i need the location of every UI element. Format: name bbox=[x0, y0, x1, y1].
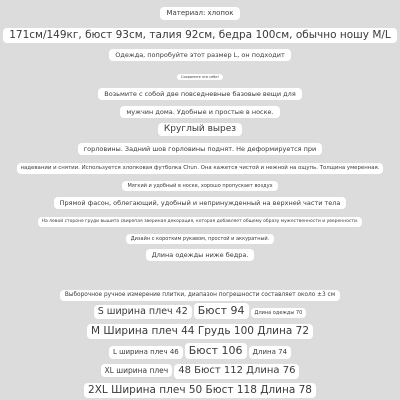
description-line-3: горловины. Задний шов горловины поднят. Не деформируется при bbox=[78, 143, 323, 155]
size-row-s-bust: Бюст 94 bbox=[194, 303, 249, 319]
size-row-s-shoulder: S ширина плеч 42 bbox=[94, 305, 192, 319]
length-text: Длина одежды ниже бедра. bbox=[146, 249, 255, 261]
size-row-2xl-text: 2XL Ширина плеч 50 Бюст 118 Длина 78 bbox=[84, 383, 316, 398]
size-row-xl-rest: 48 Бюст 112 Длина 76 bbox=[174, 364, 299, 379]
model-measurements-text: 171см/149кг, бюст 93см, талия 92см, бедра 100см, обычно ношу M/L bbox=[3, 28, 397, 43]
size-row-l-length: Длина 74 bbox=[249, 346, 292, 359]
material-text: Материал: хлопок bbox=[160, 7, 239, 20]
size-row-m-text: M Ширина плеч 44 Грудь 100 Длина 72 bbox=[87, 324, 313, 339]
embroidery-text: На левой стороне груди вышита свирепая звериная декорация, которая добавляет общему образу мужественности и уверенности. bbox=[38, 217, 363, 227]
description-line-4: надевании и снятии. Используется хлопковая футболка Chun. Она кажется чистой и нежной на ощупь. Толщина умеренная. bbox=[17, 163, 382, 174]
size-row-xl-shoulder: XL ширина плеч bbox=[101, 364, 173, 377]
save-note-text: Сохраните это себе! bbox=[177, 74, 223, 80]
size-row-l bbox=[0, 341, 400, 359]
sleeve-text: Дизайн с коротким рукавом, простой и аккуратный. bbox=[126, 234, 275, 244]
size-row-s-length: Длина одежды 70 bbox=[251, 308, 307, 318]
size-row-l-shoulder: L ширина плеч 46 bbox=[109, 346, 183, 359]
size-row-xl bbox=[0, 360, 400, 379]
size-row-s bbox=[0, 301, 400, 319]
size-recommendation-text: Одежда, попробуйте этот размер L, он подходит bbox=[109, 49, 291, 61]
neckline-heading: Круглый вырез bbox=[158, 123, 242, 136]
description-line-1: Возьмите с собой две повседневные базовые вещи для bbox=[98, 88, 301, 100]
breathable-text: Мягкий и удобный в носке, хорошо пропускает воздух bbox=[122, 181, 277, 191]
fit-text: Прямой фасон, облегающий, удобный и непринужденный на верхней части тела bbox=[54, 197, 347, 209]
size-row-m bbox=[0, 321, 400, 339]
description-line-2: мужчин дома. Удобные и простые в носке. bbox=[120, 106, 279, 118]
size-row-2xl bbox=[0, 380, 400, 398]
measurement-note-text: Выборочное ручное измерение плитки, диапазон погрешности составляет около ±3 см bbox=[60, 290, 340, 301]
size-row-l-bust: Бюст 106 bbox=[185, 343, 247, 359]
